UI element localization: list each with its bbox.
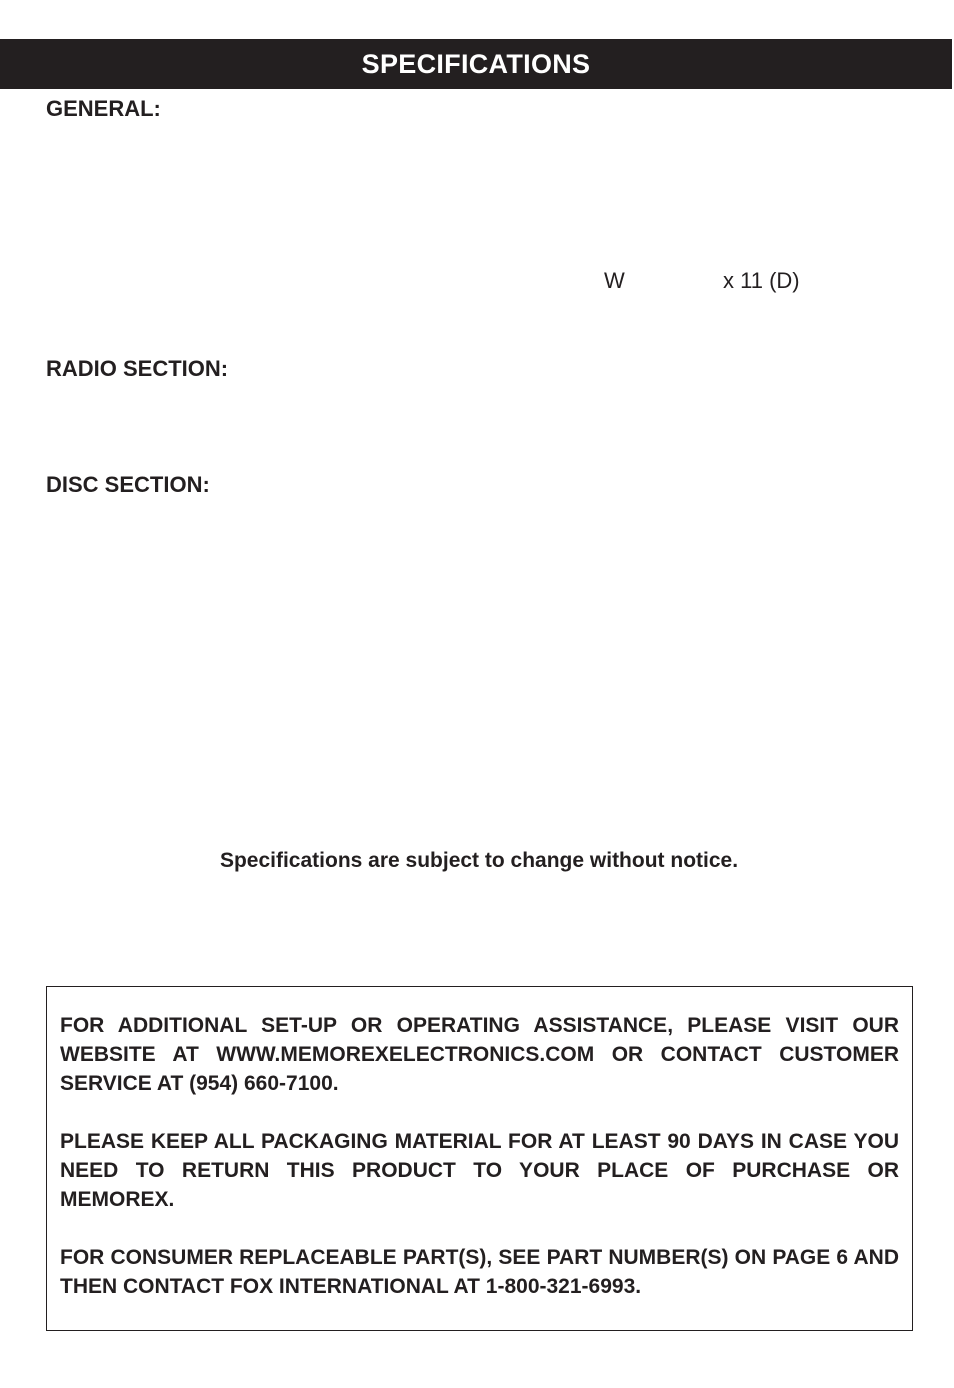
- page-title-bar: [0, 39, 952, 89]
- section-heading-disc: DISC SECTION:: [46, 472, 210, 497]
- page-title: SPECIFICATIONS: [361, 48, 591, 79]
- customer-info-box: [46, 986, 913, 1331]
- assistance-paragraph: FOR ADDITIONAL SET-UP OR OPERATING ASSISTANCE, PLEASE VISIT OUR WEBSITE AT WWW.MEMOREXELECTRONICS.COM OR CONTACT CUSTOMER SERVICE AT (954) 660-7100.: [60, 1014, 899, 1095]
- dimension-depth-label: x 11 (D): [723, 268, 800, 293]
- packaging-paragraph: PLEASE KEEP ALL PACKAGING MATERIAL FOR AT LEAST 90 DAYS IN CASE YOU NEED TO RETURN THIS PRODUCT TO YOUR PLACE OF PURCHASE OR MEMOREX.: [60, 1130, 899, 1211]
- specifications-change-notice: Specifications are subject to change without notice.: [219, 849, 739, 872]
- section-heading-general: GENERAL:: [46, 96, 161, 121]
- replacement-parts-paragraph: FOR CONSUMER REPLACEABLE PART(S), SEE PART NUMBER(S) ON PAGE 6 AND THEN CONTACT FOX INTERNATIONAL AT 1-800-321-6993.: [60, 1246, 899, 1298]
- dimension-width-label: W: [604, 268, 625, 293]
- section-heading-radio: RADIO SECTION:: [46, 356, 229, 381]
